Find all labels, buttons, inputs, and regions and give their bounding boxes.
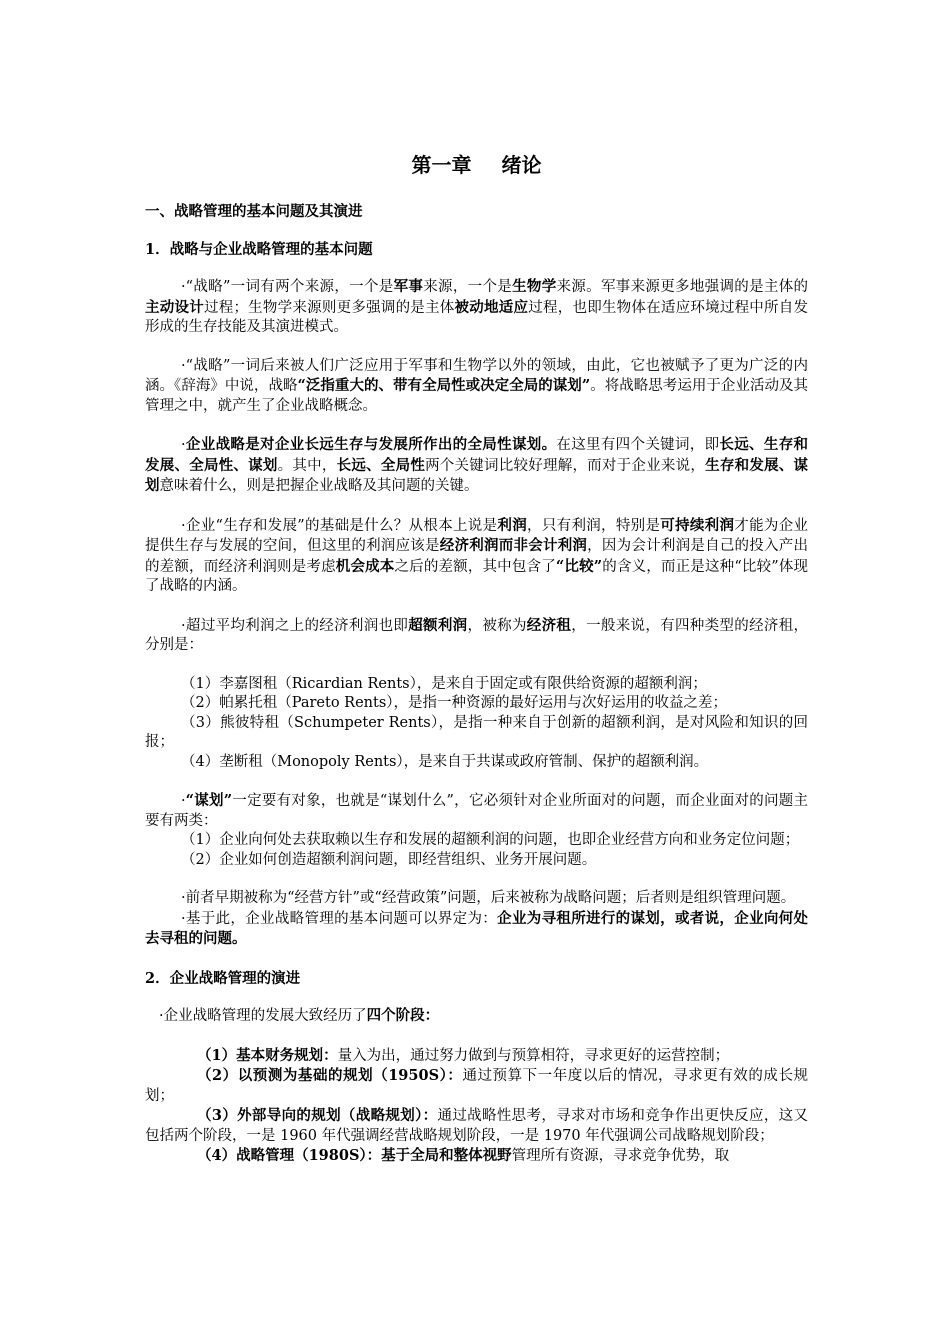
- paragraph-basic-problem: ·基于此，企业战略管理的基本问题可以界定为：企业为寻租所进行的谋划，或者说，企业向何处去寻租的问题。: [145, 909, 808, 947]
- subsection-heading: 1．战略与企业战略管理的基本问题: [145, 240, 373, 258]
- paragraph-economic-rent: ·超过平均利润之上的经济利润也即超额利润，被称为经济租，一般来说，有四种类型的经济租，分别是：: [145, 616, 809, 653]
- list-item: （2）帕累托租（Pareto Rents），是指一种资源的最好运用与次好运用的收益之差；: [181, 695, 728, 711]
- chapter-title: 第一章 绪论: [411, 153, 542, 177]
- list-item: （3）熊彼特租（Schumpeter Rents），是指一种来自于创新的超额利润，是对风险和知识的回报；: [145, 714, 808, 750]
- list-item: （1）企业向何处去获取赖以生存和发展的超额利润的问题，也即企业经营方向和业务定位问题；: [181, 832, 800, 848]
- stage-item: （4）战略管理（1980S）：基于全局和整体视野管理所有资源，寻求竞争优势，取: [197, 1147, 730, 1164]
- paragraph-planning: ·“谋划”一定要有对象，也就是“谋划什么”，它必须针对企业所面对的问题，而企业面对的问题主要有两类：: [145, 792, 809, 829]
- list-item: （2）企业如何创造超额利润问题，即经营组织、业务开展问题。: [181, 851, 597, 868]
- paragraph-stages-intro: ·企业战略管理的发展大致经历了四个阶段：: [159, 1007, 440, 1024]
- stage-item: （2）以预测为基础的规划（1950S）：通过预算下一年度以后的情况，寻求更有效的成长规划；: [145, 1067, 808, 1104]
- paragraph-enterprise-strategy: ·企业战略是对企业长远生存与发展所作出的全局性谋划。在这里有四个关键词，即长远、生存和发展、全局性、谋划。其中，长远、全局性两个关键词比较好理解，而对于企业来说，生存和发展、谋划意味着什么，则是把握企业战略及其问题的关键。: [145, 436, 809, 494]
- paragraph-strategy-definition: ·“战略”一词后来被人们广泛应用于军事和生物学以外的领域，由此，它也被赋予了更为广泛的内涵。《辞海》中说，战略“泛指重大的、带有全局性或决定全局的谋划”。将战略思考运用于企业活动及其管理之中，就产生了企业战略概念。: [145, 357, 809, 414]
- paragraph-profit: ·企业“生存和发展”的基础是什么？从根本上说是利润，只有利润，特别是可持续利润才能为企业提供生存与发展的空间，但这里的利润应该是经济利润而非会计利润，因为会计利润是自己的投入产出的差额，而经济利润则是考虑机会成本之后的差额，其中包含了“比较”的含义，而正是这种“比较”体现了战略的内涵。: [145, 516, 809, 594]
- stage-item: （1）基本财务规划：量入为出，通过努力做到与预算相符，寻求更好的运营控制；: [197, 1046, 730, 1064]
- list-item: （4）垄断租（Monopoly Rents），是来自于共谋或政府管制、保护的超额利润。: [181, 753, 709, 770]
- list-item: （1）李嘉图租（Ricardian Rents），是来自于固定或有限供给资源的超额利润；: [181, 675, 707, 692]
- section-heading: 一、战略管理的基本问题及其演进: [145, 203, 363, 220]
- stage-item: （3）外部导向的规划（战略规划）：通过战略性思考，寻求对市场和竞争作出更快反应，这又包括两个阶段，一是 1960 年代强调经营战略规划阶段，一是 1970 年代强调公司战略规划阶段；: [145, 1107, 808, 1144]
- paragraph-strategy-vs-org: ·前者早期被称为“经营方针”或“经营政策”问题，后来被称为战略问题；后者则是组织管理问题。: [181, 890, 796, 906]
- document-body: [145, 150, 808, 1167]
- subsection-heading: 2．企业战略管理的演进: [145, 969, 301, 987]
- paragraph-strategy-origin: ·“战略”一词有两个来源，一个是军事来源，一个是生物学来源。军事来源更多地强调的是主体的主动设计过程；生物学来源则更多强调的是主体被动地适应过程，也即生物体在适应环境过程中所自发形成的生存技能及其演进模式。: [145, 278, 809, 335]
